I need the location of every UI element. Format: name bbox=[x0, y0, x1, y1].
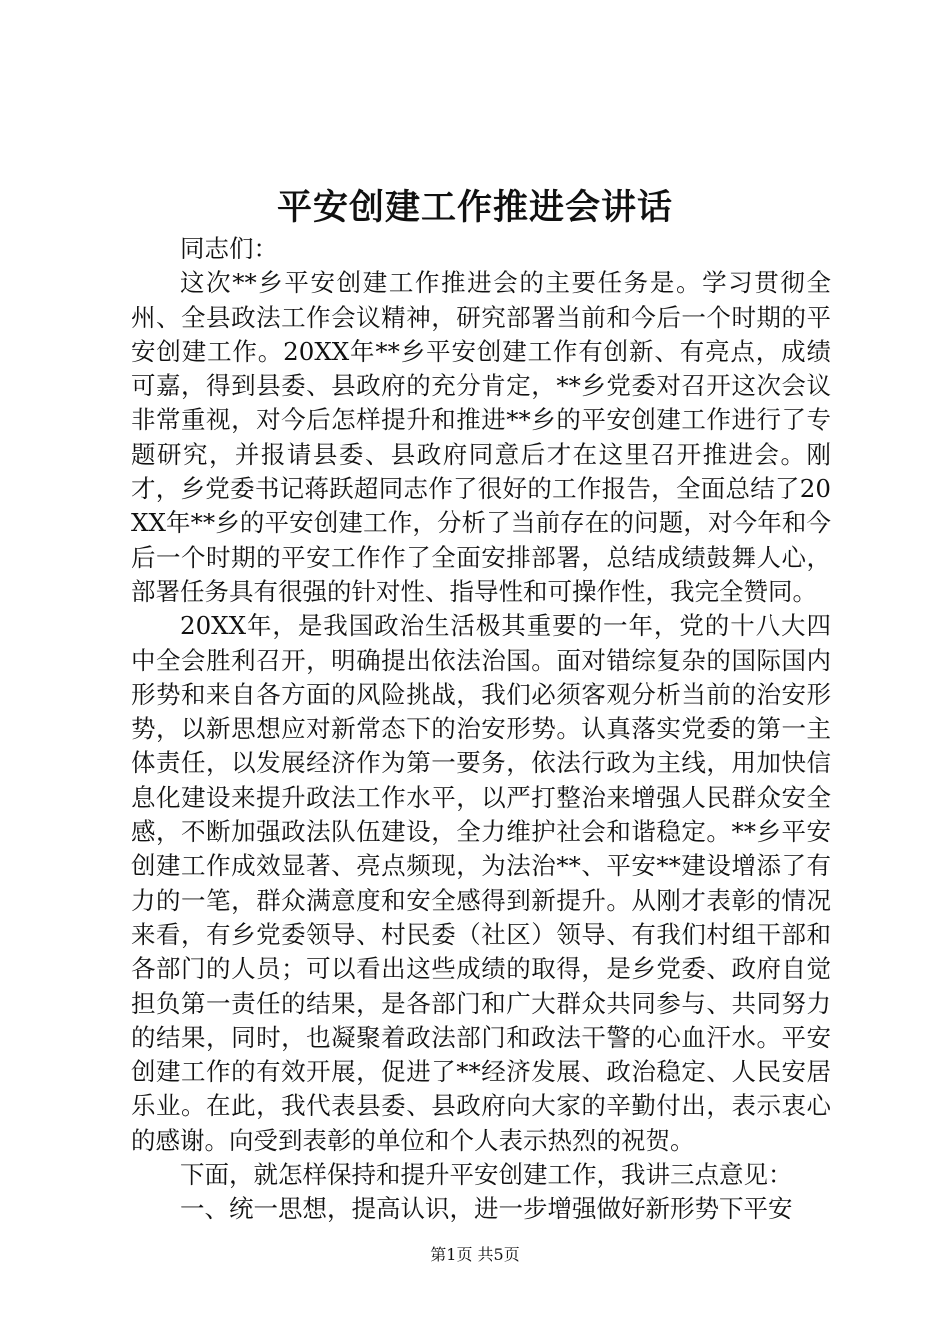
page-number-footer: 第1页 共5页 bbox=[430, 1245, 520, 1264]
document-title: 平安创建工作推进会讲话 bbox=[276, 187, 673, 228]
body-paragraph-2: 20XX年，是我国政治生活极其重要的一年，党的十八大四中全会胜利召开，明确提出依法治国。面对错综复杂的国际国内形势和来自各方面的风险挑战，我们必须客观分析当前的治安形势，以新思想应对新常态下的治安形势。认真落实党委的第一主体责任，以发展经济作为第一要务，依法行政为主线，用加快信息化建设来提升政法工作水平，以严打整治来增强人民群众安全感，不断加强政法队伍建设，全力维护社会和谐稳定。**乡平安创建工作成效显著、亮点频现，为法治**、平安**建设增添了有力的一笔，群众满意度和安全感得到新提升。从刚才表彰的情况来看，有乡党委领导、村民委（社区）领导、有我们村组干部和各部门的人员；可以看出这些成绩的取得，是乡党委、政府自觉担负第一责任的结果，是各部门和广大群众共同参与、共同努力的结果，同时，也凝聚着政法部门和政法干警的心血汗水。平安创建工作的有效开展，促进了**经济发展、政治稳定、人民安居乐业。在此，我代表县委、县政府向大家的辛勤付出，表示衷心的感谢。向受到表彰的单位和个人表示热烈的祝贺。 bbox=[131, 611, 831, 1155]
section-heading-1: 一、统一思想，提高认识，进一步增强做好新形势下平安 bbox=[180, 1194, 793, 1224]
salutation-paragraph: 同志们： bbox=[180, 234, 278, 263]
body-paragraph-1: 这次**乡平安创建工作推进会的主要任务是。学习贯彻全州、全县政法工作会议精神，研究部署当前和今后一个时期的平安创建工作。20XX年**乡平安创建工作有创新、有亮点，成绩可嘉，得到县委、县政府的充分肯定，**乡党委对召开这次会议非常重视，对今后怎样提升和推进**乡的平安创建工作进行了专题研究，并报请县委、县政府同意后才在这里召开推进会。刚才，乡党委书记蒋跃超同志作了很好的工作报告，全面总结了20XX年**乡的平安创建工作，分析了当前存在的问题，对今年和今后一个时期的平安工作作了全面安排部署，总结成绩鼓舞人心，部署任务具有很强的针对性、指导性和可操作性，我完全赞同。 bbox=[131, 268, 831, 606]
body-paragraph-3: 下面，就怎样保持和提升平安创建工作，我讲三点意见： bbox=[180, 1160, 793, 1190]
document-body bbox=[131, 232, 831, 1227]
